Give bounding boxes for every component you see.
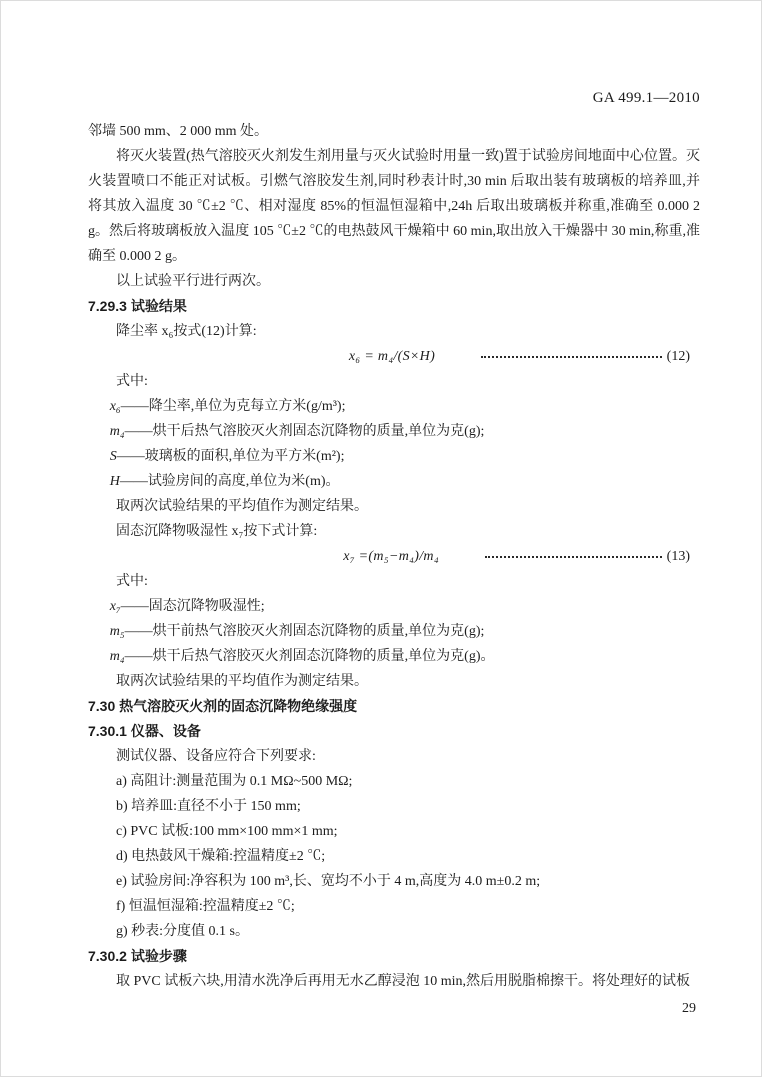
definition-line xyxy=(88,394,700,419)
dotted-leader xyxy=(485,556,662,558)
definition-text: ——烘干前热气溶胶灭火剂固态沉降物的质量,单位为克(g); xyxy=(124,624,485,639)
average-note: 取两次试验结果的平均值作为测定结果。 xyxy=(116,499,368,514)
formula-12-intro: 降尘率 x₆按式(12)计算: xyxy=(116,324,257,339)
equipment-item: d) 电热鼓风干燥箱:控温精度±2 ℃; xyxy=(116,849,326,864)
section-heading-7-30-1: 7.30.1 仪器、设备 xyxy=(88,723,201,739)
definition-text: ——降尘率,单位为克每立方米(g/m³); xyxy=(120,399,346,414)
definition-term: m₄ xyxy=(109,424,125,439)
definition-term: m₄ xyxy=(109,649,125,664)
definition-term: S xyxy=(109,449,117,464)
definition-text: ——试验房间的高度,单位为米(m)。 xyxy=(119,474,340,489)
equipment-item: c) PVC 试板:100 mm×100 mm×1 mm; xyxy=(116,824,338,839)
page-number: 29 xyxy=(682,1001,696,1016)
equipment-item: b) 培养皿:直径不小于 150 mm; xyxy=(116,799,301,814)
average-note: 取两次试验结果的平均值作为测定结果。 xyxy=(116,674,368,689)
definition-text: ——烘干后热气溶胶灭火剂固态沉降物的质量,单位为克(g); xyxy=(124,424,485,439)
formula-13-number: (13) xyxy=(666,549,690,564)
definition-text: ——玻璃板的面积,单位为平方米(m²); xyxy=(116,449,345,464)
definition-term: x₆ xyxy=(109,399,121,414)
doc-number: GA 499.1—2010 xyxy=(592,90,700,106)
section-heading-7-30: 7.30 热气溶胶灭火剂的固态沉降物绝缘强度 xyxy=(88,698,358,714)
formula-12-row xyxy=(88,344,700,369)
equipment-item: a) 高阻计:测量范围为 0.1 MΩ~500 MΩ; xyxy=(116,774,353,789)
definition-term: m₅ xyxy=(109,624,125,639)
definition-line xyxy=(88,594,700,619)
formula-13: x₇ =(m₅−m₄)/m₄ xyxy=(343,549,440,564)
definition-line xyxy=(88,644,700,669)
formula-12-number: (12) xyxy=(666,349,690,364)
definition-text: ——烘干后热气溶胶灭火剂固态沉降物的质量,单位为克(g)。 xyxy=(124,649,495,664)
paragraph-repeat-note: 以上试验平行进行两次。 xyxy=(116,274,270,289)
section-heading-7-29-3: 7.29.3 试验结果 xyxy=(88,298,187,314)
wherein-label: 式中: xyxy=(116,374,148,389)
formula-12: x₆ = m₄/(S×H) xyxy=(348,349,436,364)
section-heading-7-30-2: 7.30.2 试验步骤 xyxy=(88,948,187,964)
definition-line xyxy=(88,419,700,444)
paragraph-continuation: 邻墙 500 mm、2 000 mm 处。 xyxy=(88,124,269,139)
formula-13-row xyxy=(88,544,700,569)
equipment-item: e) 试验房间:净容积为 100 m³,长、宽均不小于 4 m,高度为 4.0 m±0.2 m; xyxy=(116,874,541,889)
wherein-label: 式中: xyxy=(116,574,148,589)
dotted-leader xyxy=(481,356,662,358)
formula-13-intro: 固态沉降物吸湿性 x₇按下式计算: xyxy=(116,524,318,539)
definition-line xyxy=(88,619,700,644)
equipment-item: g) 秒表:分度值 0.1 s。 xyxy=(116,924,249,939)
paragraph-procedure: 将灭火装置(热气溶胶灭火剂发生剂用量与灭火试验时用量一致)置于试验房间地面中心位置。灭火装置喷口不能正对试板。引燃气溶胶发生剂,同时秒表计时,30 min 后取出装有玻璃板的培养皿,并将其放入温度 30 ℃±2 ℃、相对湿度 85%的恒温恒湿箱中,24h 后取出玻璃板并称重,准确至 0.000 2 g。然后将玻璃板放入温度 105 ℃±2 ℃的电热鼓风干燥箱中 60 min,取出放入干燥器中 30 min,称重,准确至 0.000 2 g。 xyxy=(88,149,700,264)
definition-term: x₇ xyxy=(109,599,121,614)
equipment-list-intro: 测试仪器、设备应符合下列要求: xyxy=(116,749,316,764)
definition-line xyxy=(88,469,700,494)
definition-line xyxy=(88,444,700,469)
equipment-item: f) 恒温恒湿箱:控温精度±2 ℃; xyxy=(116,899,295,914)
definition-term: H xyxy=(109,474,120,489)
definition-text: ——固态沉降物吸湿性; xyxy=(120,599,265,614)
procedure-paragraph: 取 PVC 试板六块,用清水洗净后再用无水乙醇浸泡 10 min,然后用脱脂棉擦干。将处理好的试板 xyxy=(116,974,691,989)
